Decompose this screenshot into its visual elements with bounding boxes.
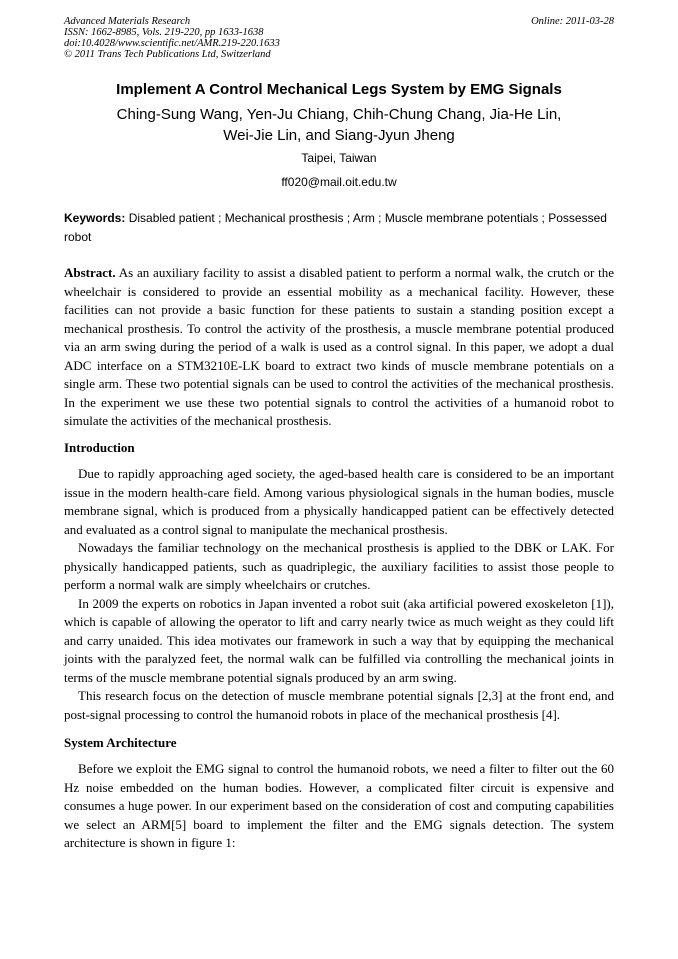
keywords-block — [64, 209, 616, 247]
introduction-heading: Introduction — [64, 440, 135, 455]
authors-line-2: Wei-Jie Lin, and Siang-Jyun Jheng — [223, 127, 455, 144]
paper-title: Implement A Control Mechanical Legs System by EMG Signals — [116, 81, 562, 98]
intro-paragraph: In 2009 the experts on robotics in Japan invented a robot suit (aka artificial powered exoskeleton [1]), which is capable of allowing the operator to lift and carry nearly twice as much weight as they could lift and carry unaided. This idea motivates our framework in such a way that by equipping the mechanical joints with the paralyzed feet, the normal walk can be fulfilled via controlling the mechanical joints in terms of the muscle membrane potential signals produced by an arm swing. — [64, 595, 614, 685]
architecture-paragraph: Before we exploit the EMG signal to control the humanoid robots, we need a filter to filter out the 60 Hz noise embedded on the human bodies. However, a complicated filter circuit is expensive and consumes a huge power. In our experiment based on the consideration of cost and computing capabilities we select an ARM[5] board to implement the filter and the EMG signals detection. The system architecture is shown in figure 1: — [64, 761, 614, 850]
journal-header — [64, 16, 280, 60]
online-date: Online: 2011-03-28 — [531, 16, 614, 27]
keywords-text: Disabled patient ; Mechanical prosthesis ; Arm ; Muscle membrane potentials ; Possessed robot — [64, 211, 607, 244]
journal-name: Advanced Materials Research — [64, 16, 191, 27]
doi-line: doi:10.4028/www.scientific.net/AMR.219-220.1633 — [64, 38, 280, 49]
affiliation: Taipei, Taiwan — [301, 151, 377, 165]
issn-line: ISSN: 1662-8985, Vols. 219-220, pp 1633-1638 — [64, 27, 264, 38]
keywords-label: Keywords: — [64, 211, 126, 225]
copyright-line: © 2011 Trans Tech Publications Ltd, Switzerland — [64, 49, 271, 60]
intro-paragraph: Due to rapidly approaching aged society, the aged-based health care is considered to be an important issue in the modern health-care field. Among various physiological signals in the human bodies, muscle membrane signal, which is produced from a physically handicapped patient can be effectively detected and evaluated as a control signal to manipulate the mechanical prosthesis. — [64, 466, 614, 537]
intro-paragraph: This research focus on the detection of muscle membrane potential signals [2,3] at the front end, and post-signal processing to control the humanoid robots in place of the mechanical prosthesis [4]. — [64, 688, 614, 722]
author-list — [64, 104, 614, 146]
system-architecture-heading: System Architecture — [64, 735, 177, 750]
authors-line-1: Ching-Sung Wang, Yen-Ju Chiang, Chih-Chung Chang, Jia-He Lin, — [116, 106, 562, 123]
introduction-body — [64, 465, 614, 724]
abstract-label: Abstract. — [64, 265, 116, 280]
author-email: ff020@mail.oit.edu.tw — [281, 175, 397, 189]
abstract-text: As an auxiliary facility to assist a disabled patient to perform a normal walk, the crutch or the wheelchair is considered to provide an essential mobility as a mechanical facility. However, these facilities can not provide a basic function for these patients to sustain a standing position except a mechanical prosthesis. To control the activity of the prosthesis, a muscle membrane potential produced via an arm swing during the period of a walk is used as a control signal. In this paper, we adopt a dual ADC interface on a STM3210E-LK board to extract two kinds of muscle membrane potentials on a single arm. These two potential signals can be used to control the activities of the mechanical prosthesis. In the experiment we use these two potential signals to control the activities of a humanoid robot to simulate the activities of the mechanical prosthesis. — [64, 265, 614, 428]
system-architecture-body — [64, 760, 614, 853]
intro-paragraph: Nowadays the familiar technology on the mechanical prosthesis is applied to the DBK or LAK. For physically handicapped patients, such as quadriplegic, the auxiliary facilities to assist those people to perform a normal walk are simply wheelchairs or crutches. — [64, 540, 614, 592]
abstract-block — [64, 264, 614, 431]
